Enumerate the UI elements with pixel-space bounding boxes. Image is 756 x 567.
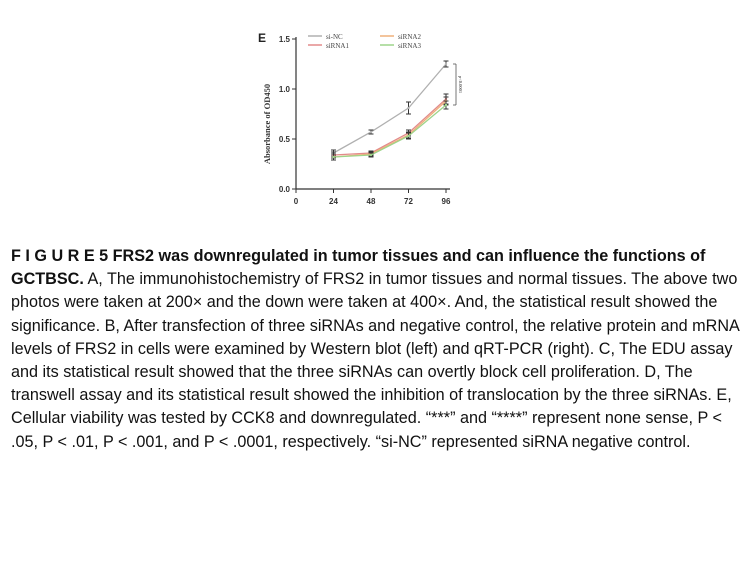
data-point	[332, 156, 334, 158]
legend-label: siRNA3	[398, 42, 421, 50]
series-line-siRNA2	[334, 101, 447, 157]
y-tick-label: 1.5	[278, 35, 290, 44]
data-point	[407, 135, 409, 137]
data-point	[407, 107, 409, 109]
significance-label: p<0.0001	[458, 75, 463, 94]
x-tick-label: 72	[404, 197, 413, 206]
y-tick-label: 0.0	[278, 185, 290, 194]
data-point	[445, 104, 447, 106]
series-line-si-NC	[334, 64, 447, 153]
panel-letter: E	[258, 31, 267, 45]
legend-label: siRNA1	[326, 42, 349, 50]
series-line-siRNA1	[334, 99, 447, 155]
x-tick-label: 0	[293, 197, 299, 206]
data-point	[370, 131, 372, 133]
series-line-siRNA3	[334, 105, 447, 157]
y-tick-label: 1.0	[278, 85, 290, 94]
caption-body: A, The immunohistochemistry of FRS2 in tumor tissues and normal tissues. The above two photos were taken at 200× and the down were taken at 400×. And, the statistical result showed the significance. B, After transfection of three siRNAs and negative control, the relative protein and mRNA levels of FRS2 in cells were examined by Western blot (left) and qRT-PCR (right). C, The EDU assay and its statistical result showed that the three siRNAs can overtly block cell proliferation. D, The transwell assay and its statistical result showed the inhibition of translocation by the three siRNAs. E, Cellular viability was tested by CCK8 and downregulated. “***” and “****” represent none sense, P < .05, P < .01, P < .001, and P < .0001, respectively. “si-NC” represented siRNA negative control.	[11, 270, 739, 451]
y-tick-label: 0.5	[278, 135, 290, 144]
x-tick-label: 24	[329, 197, 338, 206]
legend-label: siRNA2	[398, 33, 421, 41]
legend-label: si-NC	[326, 33, 343, 41]
data-point	[370, 154, 372, 156]
cck8-figure	[250, 26, 480, 216]
data-point	[445, 63, 447, 65]
caption-title: FRS2 was downregulated in tumor tissues and can influence the functions of GCTBSC.	[11, 247, 706, 289]
caption-label: F I G U R E 5	[11, 247, 109, 265]
x-tick-label: 48	[366, 197, 376, 206]
cck8-line-chart	[250, 26, 480, 216]
x-tick-label: 96	[441, 197, 451, 206]
figure-caption	[11, 245, 749, 454]
y-axis-label: Absorbance of OD450	[262, 83, 272, 165]
